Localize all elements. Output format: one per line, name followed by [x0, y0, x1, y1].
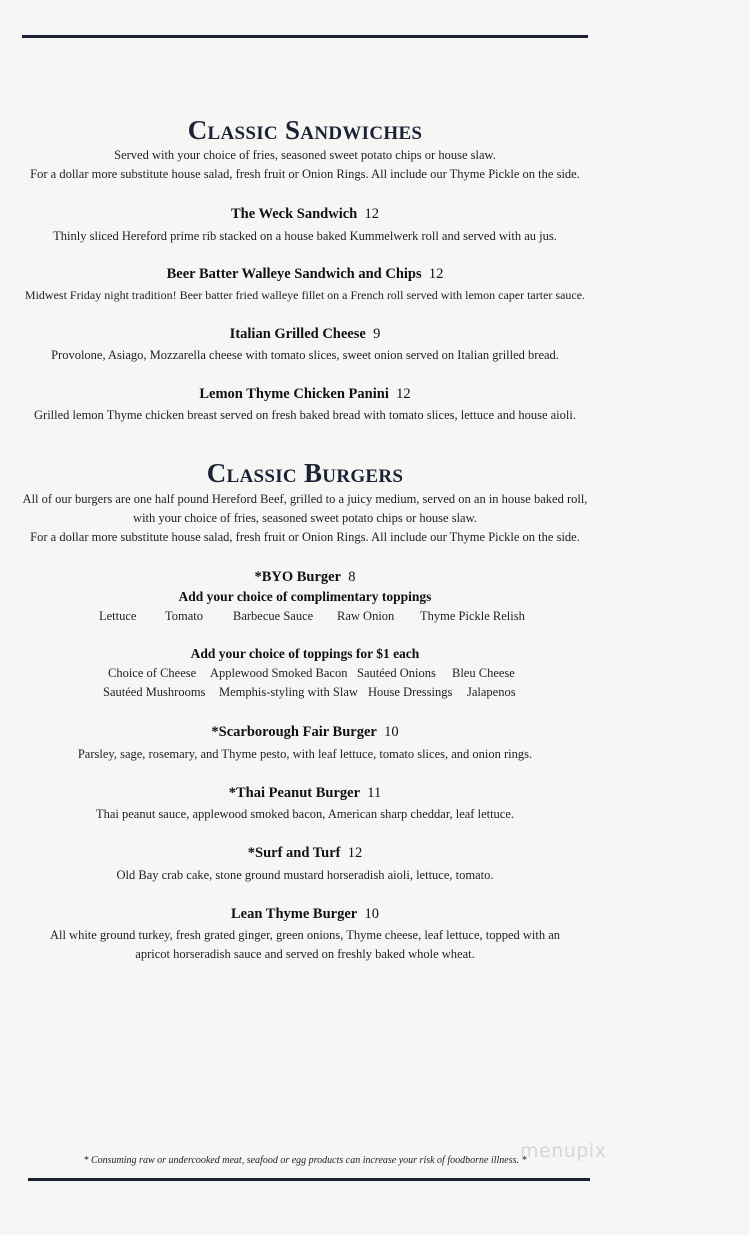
menu-item-title	[0, 569, 610, 586]
menu-item-name: *Scarborough Fair Burger	[211, 724, 377, 740]
topping: Barbecue Sauce	[233, 609, 314, 623]
menu-item-name: Lemon Thyme Chicken Panini	[199, 386, 389, 402]
menu-item-description-line1: All white ground turkey, fresh grated ginger, green onions, Thyme cheese, leaf lettuce, topped with an	[49, 928, 561, 942]
menu-item-price: 12	[364, 206, 379, 222]
top-divider	[22, 35, 588, 38]
menu-item-name: *BYO Burger	[254, 569, 342, 585]
burgers-heading: Classic Burgers	[206, 458, 404, 488]
topping: Tomato	[165, 609, 204, 623]
menu-item-name: *Thai Peanut Burger	[228, 785, 361, 801]
burgers-intro-line2: with your choice of fries, seasoned sweet potato chips or house slaw.	[133, 511, 477, 525]
topping: Choice of Cheese	[108, 666, 197, 680]
paid-toppings-row	[0, 685, 610, 703]
watermark-logo: menupix	[520, 1140, 607, 1162]
menu-item-price: 12	[347, 845, 363, 861]
paid-toppings-heading: Add your choice of toppings for $1 each	[190, 646, 420, 661]
menu-item-price: 10	[384, 724, 399, 740]
topping: Thyme Pickle Relish	[420, 609, 525, 623]
menu-item-price: 12	[428, 266, 444, 282]
menu-item-price: 8	[348, 569, 356, 585]
menu-item-price: 12	[396, 386, 411, 402]
topping: Sautéed Onions	[357, 666, 436, 680]
menu-item-price: 9	[373, 326, 381, 342]
menu-item-description: Midwest Friday night tradition! Beer batter fried walleye fillet on a French roll served with lemon caper tarter sauce.	[24, 288, 586, 302]
topping: House Dressings	[368, 685, 453, 699]
menu-item-title	[0, 845, 610, 862]
menu-item-title	[0, 206, 610, 223]
sandwiches-intro-line2: For a dollar more substitute house salad, fresh fruit or Onion Rings. All include our Thyme Pickle on the side.	[30, 167, 580, 181]
foodborne-disclaimer: * Consuming raw or undercooked meat, seafood or egg products can increase your risk of foodborne illness. *	[83, 1155, 527, 1166]
menu-item-description: Thai peanut sauce, applewood smoked bacon, American sharp cheddar, leaf lettuce.	[95, 807, 515, 821]
menu-item-title	[0, 724, 610, 741]
topping: Bleu Cheese	[452, 666, 515, 680]
burgers-intro-line3: For a dollar more substitute house salad, fresh fruit or Onion Rings. All include our Thyme Pickle on the side.	[30, 530, 580, 544]
sandwiches-heading: Classic Sandwiches	[187, 115, 423, 145]
topping: Jalapenos	[467, 685, 516, 699]
menu-item-name: Italian Grilled Cheese	[229, 326, 366, 342]
menu-item-description-line2: apricot horseradish sauce and served on freshly baked whole wheat.	[135, 947, 475, 961]
menu-item-name: Lean Thyme Burger	[231, 906, 358, 922]
topping: Applewood Smoked Bacon	[210, 666, 348, 680]
menu-item-title	[0, 386, 610, 403]
menu-item-description: Provolone, Asiago, Mozzarella cheese with tomato slices, sweet onion served on Italian grilled bread.	[51, 348, 559, 362]
paid-toppings-row	[0, 666, 610, 684]
topping: Sautéed Mushrooms	[103, 685, 206, 699]
menu-item-title	[0, 906, 610, 923]
menu-item-name: The Weck Sandwich	[231, 206, 358, 222]
complimentary-toppings-heading: Add your choice of complimentary toppings	[178, 589, 432, 604]
topping: Memphis-styling with Slaw	[219, 685, 358, 699]
menu-item-title	[0, 266, 610, 283]
menu-item-name: *Surf and Turf	[247, 845, 341, 861]
menu-item-title	[0, 785, 610, 802]
menu-item-name: Beer Batter Walleye Sandwich and Chips	[166, 266, 422, 282]
menu-item-description: Grilled lemon Thyme chicken breast served on fresh baked bread with tomato slices, lettuce and house aioli.	[34, 408, 576, 422]
menu-item-price: 11	[367, 785, 382, 801]
menu-item-price: 10	[364, 906, 379, 922]
burgers-intro-line1: All of our burgers are one half pound Hereford Beef, grilled to a juicy medium, served on an in house baked roll,	[22, 492, 588, 506]
menu-item-description: Parsley, sage, rosemary, and Thyme pesto, with leaf lettuce, tomato slices, and onion rings.	[77, 747, 533, 761]
sandwiches-intro-line1: Served with your choice of fries, seasoned sweet potato chips or house slaw.	[114, 148, 496, 162]
topping: Lettuce	[99, 609, 137, 623]
menu-item-description: Thinly sliced Hereford prime rib stacked on a house baked Kummelwerk roll and served with au jus.	[53, 229, 557, 243]
complimentary-toppings-list	[0, 609, 610, 627]
topping: Raw Onion	[337, 609, 395, 623]
menu-item-title	[0, 326, 610, 343]
menu-item-description: Old Bay crab cake, stone ground mustard horseradish aioli, lettuce, tomato.	[116, 868, 494, 882]
bottom-divider	[28, 1178, 590, 1181]
